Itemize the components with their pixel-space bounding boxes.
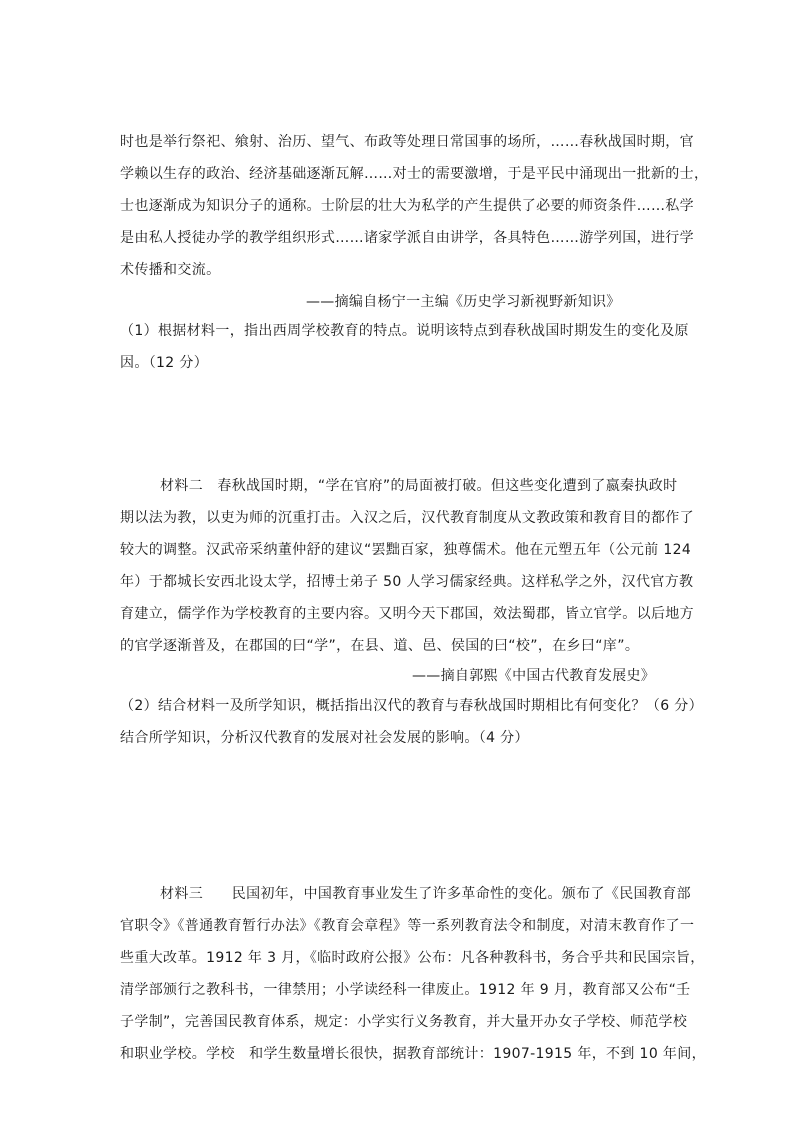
material2-line: 材料二 春秋战国时期，“学在官府”的局面被打破。但这些变化遭到了嬴秦执政时 (160, 478, 678, 494)
material2-source: ——摘自郭熙《中国古代教育发展史》 (412, 668, 656, 684)
material2-line: 年）于都城长安西北设太学，招博士弟子 50 人学习儒家经典。这样私学之外，汉代官方教 (120, 574, 694, 590)
material2-line: 期以法为教，以吏为师的沉重打击。入汉之后，汉代教育制度从文教政策和教育目的都作了 (120, 510, 694, 526)
question1-line: 因。（12 分） (120, 355, 209, 371)
question1-line: （1）根据材料一，指出西周学校教育的特点。说明该特点到春秋战国时期发生的变化及原 (120, 323, 689, 339)
material3-line: 些重大改革。1912 年 3 月，《临时政府公报》公布：凡各种教科书，务合乎共和民国宗旨， (120, 950, 705, 966)
material3-line: 子学制”，完善国民教育体系，规定：小学实行义务教育，并大量开办女子学校、师范学校 (120, 1014, 688, 1030)
material2-line: 的官学逐渐普及，在郡国的曰“学”，在县、道、邑、侯国的曰“校”，在乡曰“庠”。 (120, 638, 640, 654)
material1-line: 是由私人授徒办学的教学组织形式……诸家学派自由讲学，各具特色……游学列国，进行学 (120, 230, 694, 246)
material3-line: 官职令》《普通教育暂行办法》《教育会章程》等一系列教育法令和制度，对清末教育作了一 (120, 918, 695, 934)
material1-source: ——摘编自杨宁一主编《历史学习新视野新知识》 (306, 294, 621, 310)
material3-line: 清学部颁行之教科书，一律禁用；小学读经科一律废止。1912 年 9 月，教育部又公布“壬 (120, 982, 691, 998)
material1-line: 时也是举行祭祀、飨射、治历、望气、布政等处理日常国事的场所，……春秋战国时期，官 (120, 134, 694, 150)
question2-line: （2）结合材料一及所学知识，概括指出汉代的教育与春秋战国时期相比有何变化？（6 分） (120, 698, 703, 714)
material1-line: 术传播和交流。 (120, 262, 221, 278)
material2-line: 育建立，儒学作为学校教育的主要内容。又明今天下郡国，效法蜀郡，皆立官学。以后地方 (120, 606, 694, 622)
material3-line: 和职业学校。学校 和学生数量增长很快，据教育部统计：1907-1915 年，不到 10 年间， (120, 1046, 706, 1062)
material3-line: 材料三 民国初年，中国教育事业发生了许多革命性的变化。颁布了《民国教育部 (160, 886, 691, 902)
question2-line: 结合所学知识，分析汉代教育的发展对社会发展的影响。（4 分） (120, 730, 529, 746)
material1-line: 学赖以生存的政治、经济基础逐渐瓦解……对士的需要激增，于是平民中涌现出一批新的士， (120, 166, 709, 182)
material1-line: 士也逐渐成为知识分子的通称。士阶层的壮大为私学的产生提供了必要的师资条件……私学 (120, 198, 694, 214)
material2-line: 较大的调整。汉武帝采纳董仲舒的建议“罢黜百家，独尊儒术。他在元塑五年（公元前 124 (120, 542, 692, 558)
